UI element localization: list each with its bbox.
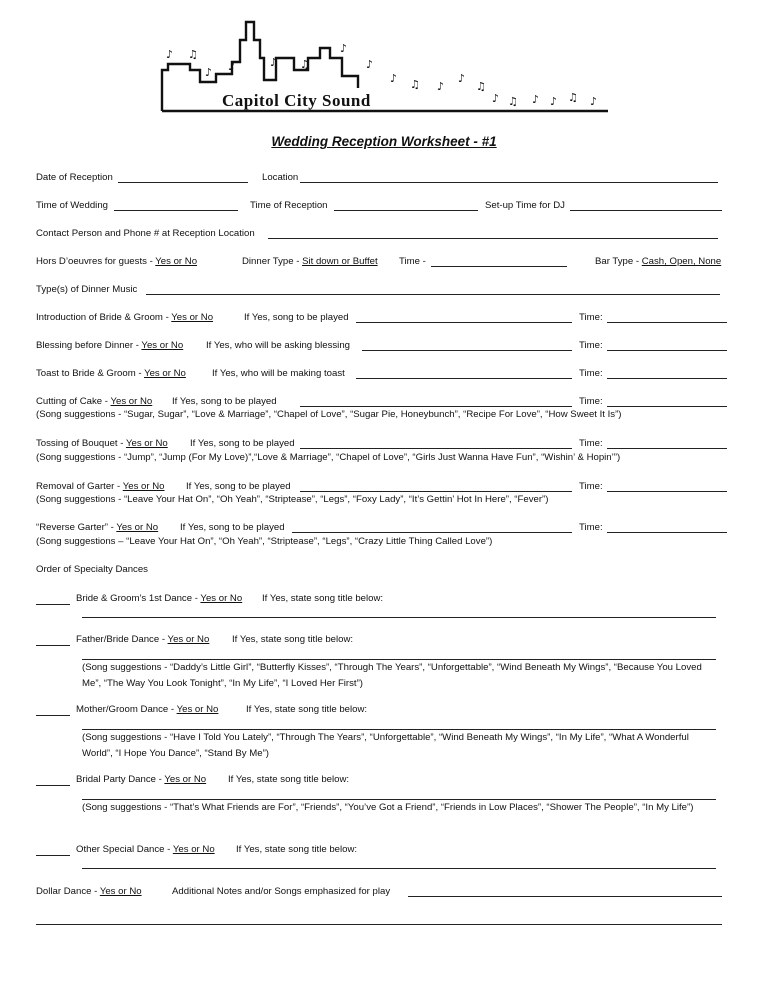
father-row bbox=[76, 634, 209, 645]
other-prompt: If Yes, state song title below: bbox=[236, 844, 358, 855]
bar-type-options[interactable]: Cash, Open, None bbox=[641, 256, 722, 267]
setup-time-field[interactable] bbox=[570, 210, 722, 211]
cake-row bbox=[36, 396, 152, 407]
intro-prompt: If Yes, song to be played bbox=[244, 312, 349, 323]
time-of-reception-field[interactable] bbox=[334, 210, 478, 211]
music-note-icon: ♪ bbox=[550, 95, 558, 108]
party-label: Bridal Party Dance - bbox=[76, 774, 165, 785]
dinner-music-field[interactable] bbox=[146, 294, 720, 295]
blessing-time-field[interactable] bbox=[607, 350, 727, 351]
blessing-row bbox=[36, 340, 183, 351]
father-order-field[interactable] bbox=[36, 645, 70, 646]
music-note-icon: ♪ bbox=[340, 42, 348, 55]
toast-row bbox=[36, 368, 186, 379]
music-note-icon: ♫ bbox=[508, 95, 518, 108]
contact-label: Contact Person and Phone # at Reception Location bbox=[36, 228, 255, 239]
toast-field[interactable] bbox=[356, 378, 572, 379]
dinner-type-options[interactable]: Sit down or Buffet bbox=[302, 256, 378, 267]
bouquet-label: Tossing of Bouquet - bbox=[36, 438, 126, 449]
bride-groom-order-field[interactable] bbox=[36, 604, 70, 605]
page-title: Wedding Reception Worksheet - #1 bbox=[271, 134, 497, 149]
music-note-icon: ♪ bbox=[532, 93, 540, 106]
music-note-icon: ♪ bbox=[492, 92, 500, 105]
location-field[interactable] bbox=[300, 182, 718, 183]
intro-row bbox=[36, 312, 213, 323]
music-note-icon: ♫ bbox=[300, 58, 310, 71]
cake-yes-no[interactable]: Yes or No bbox=[110, 396, 153, 407]
garter-suggestions: (Song suggestions - “Leave Your Hat On”, “Oh Yeah”, “Striptease”, “Legs”, “Foxy Lady”, “It’s Gettin’ Hot In Here”, “Fever”) bbox=[36, 494, 549, 505]
dinner-music-label: Type(s) of Dinner Music bbox=[36, 284, 138, 295]
bouquet-song-field[interactable] bbox=[300, 448, 572, 449]
mother-prompt: If Yes, state song title below: bbox=[246, 704, 368, 715]
date-field[interactable] bbox=[118, 182, 248, 183]
music-note-icon: ♪ bbox=[270, 56, 278, 69]
party-row bbox=[76, 774, 206, 785]
garter-time-label: Time: bbox=[579, 481, 603, 492]
father-yes-no[interactable]: Yes or No bbox=[167, 634, 210, 645]
blessing-yes-no[interactable]: Yes or No bbox=[141, 340, 184, 351]
intro-song-field[interactable] bbox=[356, 322, 572, 323]
bride-groom-yes-no[interactable]: Yes or No bbox=[200, 593, 243, 604]
party-suggestions: (Song suggestions - “That’s What Friends are For”, “Friends”, “You’ve Got a Friend”, “Friends in Low Places”, “Shower The People”, “In My Life”) bbox=[82, 802, 694, 813]
bar-type-row bbox=[595, 256, 721, 267]
dinner-label: Dinner Type - bbox=[242, 256, 303, 267]
father-prompt: If Yes, state song title below: bbox=[232, 634, 354, 645]
other-order-field[interactable] bbox=[36, 855, 70, 856]
cake-prompt: If Yes, song to be played bbox=[172, 396, 277, 407]
bouquet-prompt: If Yes, song to be played bbox=[190, 438, 295, 449]
time-of-wedding-label: Time of Wedding bbox=[36, 200, 108, 211]
setup-time-label: Set-up Time for DJ bbox=[485, 200, 565, 211]
party-yes-no[interactable]: Yes or No bbox=[164, 774, 207, 785]
blessing-time-label: Time: bbox=[579, 340, 603, 351]
garter-song-field[interactable] bbox=[300, 491, 572, 492]
music-note-icon: ♫ bbox=[410, 78, 420, 91]
party-prompt: If Yes, state song title below: bbox=[228, 774, 350, 785]
bouquet-yes-no[interactable]: Yes or No bbox=[125, 438, 168, 449]
party-order-field[interactable] bbox=[36, 785, 70, 786]
music-note-icon: ♪ bbox=[390, 72, 398, 85]
cake-time-label: Time: bbox=[579, 396, 603, 407]
dinner-time-field[interactable] bbox=[431, 266, 567, 267]
dollar-yes-no[interactable]: Yes or No bbox=[99, 886, 142, 897]
cake-song-field[interactable] bbox=[300, 406, 572, 407]
order-heading: Order of Specialty Dances bbox=[36, 564, 148, 575]
toast-time-label: Time: bbox=[579, 368, 603, 379]
time-of-wedding-field[interactable] bbox=[114, 210, 238, 211]
toast-time-field[interactable] bbox=[607, 378, 727, 379]
cake-label: Cutting of Cake - bbox=[36, 396, 111, 407]
bride-groom-prompt: If Yes, state song title below: bbox=[262, 593, 384, 604]
music-note-icon: ♪ bbox=[166, 48, 174, 61]
father-label: Father/Bride Dance - bbox=[76, 634, 168, 645]
music-note-icon: ♫ bbox=[568, 91, 578, 104]
music-note-icon: ♫ bbox=[476, 80, 486, 93]
dinner-time-label: Time - bbox=[399, 256, 426, 267]
other-label: Other Special Dance - bbox=[76, 844, 173, 855]
other-yes-no[interactable]: Yes or No bbox=[172, 844, 215, 855]
reverse-suggestions: (Song suggestions – “Leave Your Hat On”, “Oh Yeah”, “Striptease”, “Legs”, “Crazy Little Thing Called Love”) bbox=[36, 536, 493, 547]
hors-yes-no[interactable]: Yes or No bbox=[155, 256, 198, 267]
music-note-icon: ♫ bbox=[188, 48, 198, 61]
bride-groom-label: Bride & Groom’s 1st Dance - bbox=[76, 593, 201, 604]
blessing-prompt: If Yes, who will be asking blessing bbox=[206, 340, 350, 351]
mother-suggestions: (Song suggestions - “Have I Told You Lately”, “Through The Years”, “Unforgettable”, “Wind Beneath My Wings”, “In My Life”, “What A Wonderful World”, “I Hope You Dance”, “Stand By Me”) bbox=[82, 732, 689, 759]
toast-prompt: If Yes, who will be making toast bbox=[212, 368, 345, 379]
garter-yes-no[interactable]: Yes or No bbox=[122, 481, 165, 492]
bouquet-time-field[interactable] bbox=[607, 448, 727, 449]
bouquet-time-label: Time: bbox=[579, 438, 603, 449]
garter-row bbox=[36, 481, 165, 492]
reverse-label: “Reverse Garter” - bbox=[36, 522, 117, 533]
garter-label: Removal of Garter - bbox=[36, 481, 123, 492]
toast-label: Toast to Bride & Groom - bbox=[36, 368, 145, 379]
bar-label: Bar Type - bbox=[595, 256, 642, 267]
music-note-icon: ♪ bbox=[228, 60, 236, 73]
intro-time-field[interactable] bbox=[607, 322, 727, 323]
blessing-field[interactable] bbox=[362, 350, 572, 351]
cake-time-field[interactable] bbox=[607, 406, 727, 407]
other-song-field[interactable] bbox=[82, 868, 716, 869]
garter-time-field[interactable] bbox=[607, 491, 727, 492]
bouquet-suggestions: (Song suggestions - “Jump”, “Jump (For My Love)”,“Love & Marriage”, “Chapel of Love”, “Girls Just Wanna Have Fun”, “Wishin’ & Hopin’”) bbox=[36, 452, 621, 463]
dollar-label: Dollar Dance - bbox=[36, 886, 100, 897]
music-note-icon: ♪ bbox=[458, 72, 466, 85]
bride-groom-song-field[interactable] bbox=[82, 617, 716, 618]
bouquet-row bbox=[36, 438, 168, 449]
time-of-reception-label: Time of Reception bbox=[250, 200, 328, 211]
notes-field-2[interactable] bbox=[36, 924, 722, 925]
blessing-label: Blessing before Dinner - bbox=[36, 340, 142, 351]
contact-field[interactable] bbox=[268, 238, 718, 239]
reverse-song-field[interactable] bbox=[292, 532, 572, 533]
music-note-icon: ♪ bbox=[366, 58, 374, 71]
father-suggestions: (Song suggestions - “Daddy’s Little Girl”, “Butterfly Kisses”, “Through The Years”, “Unforgettable”, “Wind Beneath My Wings”, “Because You Loved Me”, “The Way You Look Tonight”, “In My Life”, “I Loved Her First”) bbox=[82, 662, 702, 689]
reverse-yes-no[interactable]: Yes or No bbox=[116, 522, 159, 533]
hors-doeuvres-row bbox=[36, 256, 197, 267]
cake-suggestions: (Song suggestions - “Sugar, Sugar”, “Love & Marriage”, “Chapel of Love”, “Sugar Pie, Honeybunch”, “Recipe For Love”, “How Sweet It Is”) bbox=[36, 409, 622, 420]
intro-time-label: Time: bbox=[579, 312, 603, 323]
intro-yes-no[interactable]: Yes or No bbox=[171, 312, 214, 323]
music-note-icon: ♪ bbox=[590, 95, 598, 108]
hors-label: Hors D’oeuvres for guests - bbox=[36, 256, 156, 267]
mother-row bbox=[76, 704, 218, 715]
reverse-time-label: Time: bbox=[579, 522, 603, 533]
location-label: Location bbox=[262, 172, 299, 183]
bride-groom-row bbox=[76, 593, 242, 604]
notes-label: Additional Notes and/or Songs emphasized for play bbox=[172, 886, 391, 897]
mother-order-field[interactable] bbox=[36, 715, 70, 716]
dinner-type-row bbox=[242, 256, 378, 267]
other-row bbox=[76, 844, 215, 855]
mother-yes-no[interactable]: Yes or No bbox=[176, 704, 219, 715]
toast-yes-no[interactable]: Yes or No bbox=[144, 368, 186, 379]
music-note-icon: ♪ bbox=[437, 80, 445, 93]
music-note-icon: ♪ bbox=[205, 66, 213, 79]
garter-prompt: If Yes, song to be played bbox=[186, 481, 291, 492]
intro-label: Introduction of Bride & Groom - bbox=[36, 312, 172, 323]
notes-field[interactable] bbox=[408, 896, 722, 897]
brand-name: Capitol City Sound bbox=[222, 91, 371, 110]
reverse-time-field[interactable] bbox=[607, 532, 727, 533]
reverse-garter-row bbox=[36, 522, 158, 533]
dollar-row bbox=[36, 886, 142, 897]
mother-label: Mother/Groom Dance - bbox=[76, 704, 177, 715]
reverse-prompt: If Yes, song to be played bbox=[180, 522, 285, 533]
date-label: Date of Reception bbox=[36, 172, 113, 183]
